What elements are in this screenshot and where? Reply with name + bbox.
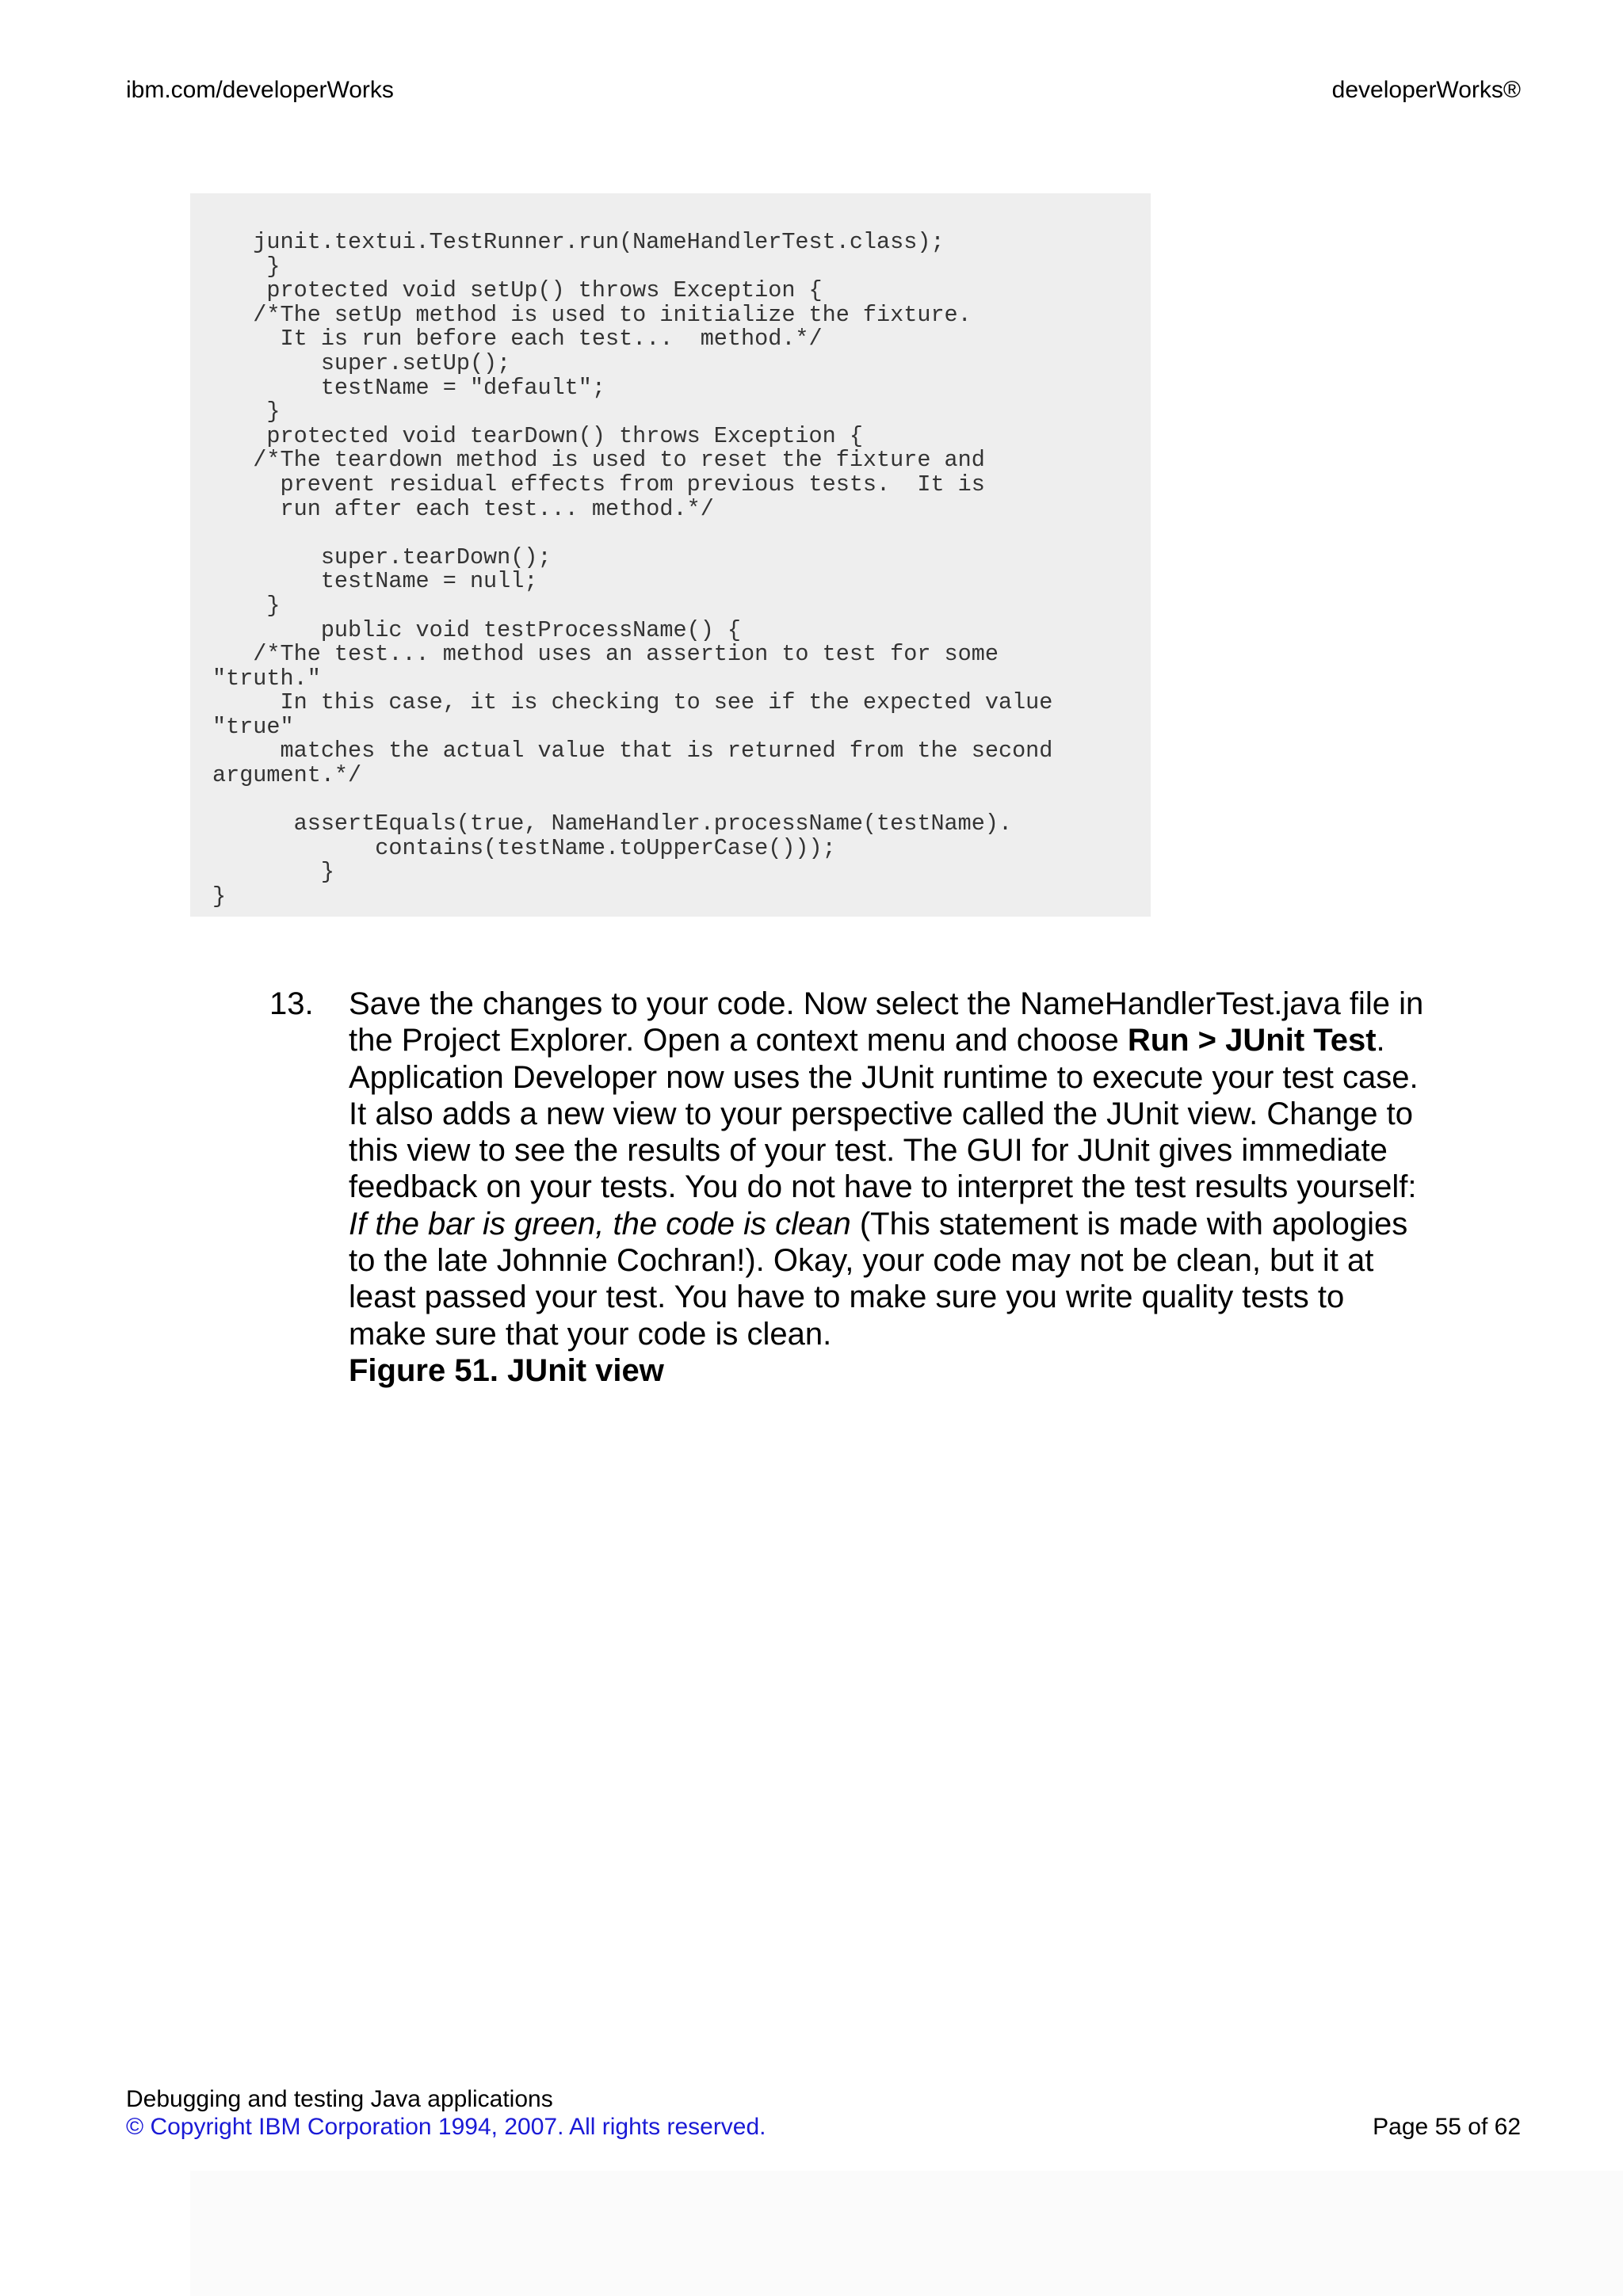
step-body <box>349 986 1426 1389</box>
header-brand: developerWorks® <box>1331 77 1521 103</box>
code-listing <box>190 193 1151 917</box>
step-text-part3: (This statement is made with apologies to the late Johnnie Cochran!). Okay, your code may not be clean, but it at least passed your test. You have to make sure you write quality tests to make sure that your code is clean. <box>349 1206 1408 1352</box>
step-italic-quote: If the bar is green, the code is clean <box>349 1206 851 1241</box>
footer-page-number: Page 55 of 62 <box>1373 2114 1521 2140</box>
menu-path-run-junit: Run > JUnit Test <box>1127 1023 1377 1058</box>
footer-title: Debugging and testing Java applications <box>126 2086 553 2112</box>
step-text-part2: . Application Developer now uses the JUnit runtime to execute your test case. It also adds a new view to your perspective called the JUnit view. Change to this view to see the results of your test. The GUI for JUnit gives immediate feedback on your tests. You do not have to interpret the test results yourself: <box>349 1023 1419 1205</box>
step-number: 13. <box>269 986 314 1021</box>
step-text-part1: Save the changes to your code. Now select the NameHandlerTest.java file in the Project Explorer. Open a context menu and choose <box>349 986 1424 1058</box>
bottom-shade <box>190 2171 1623 2296</box>
figure-caption: Figure 51. JUnit view <box>349 1352 664 1388</box>
footer-copyright-link[interactable]: © Copyright IBM Corporation 1994, 2007. All rights reserved. <box>126 2114 766 2140</box>
header-site-link: ibm.com/developerWorks <box>126 77 394 103</box>
code-text: junit.textui.TestRunner.run(NameHandlerTest.class); } protected void setUp() throws Exception { /*The setUp method is used to initialize the fixture. It is run before each test... method.*/ super.setUp(); testName = "default"; } protected void tearDown() throws Exception { /*The teardown method is used to reset the fixture and prevent residual effects from previous tests. It is run after each test... method.*/ super.tearDown(); testName = null; } public void testProcessName() { /*The test... method uses an assertion to test for some "truth." In this case, it is checking to see if the expected value "true" matches the actual value that is returned from the second argument.*/ assertEquals(true, NameHandler.processName(testName). contains(testName.toUpperCase())); } } <box>212 229 1053 910</box>
